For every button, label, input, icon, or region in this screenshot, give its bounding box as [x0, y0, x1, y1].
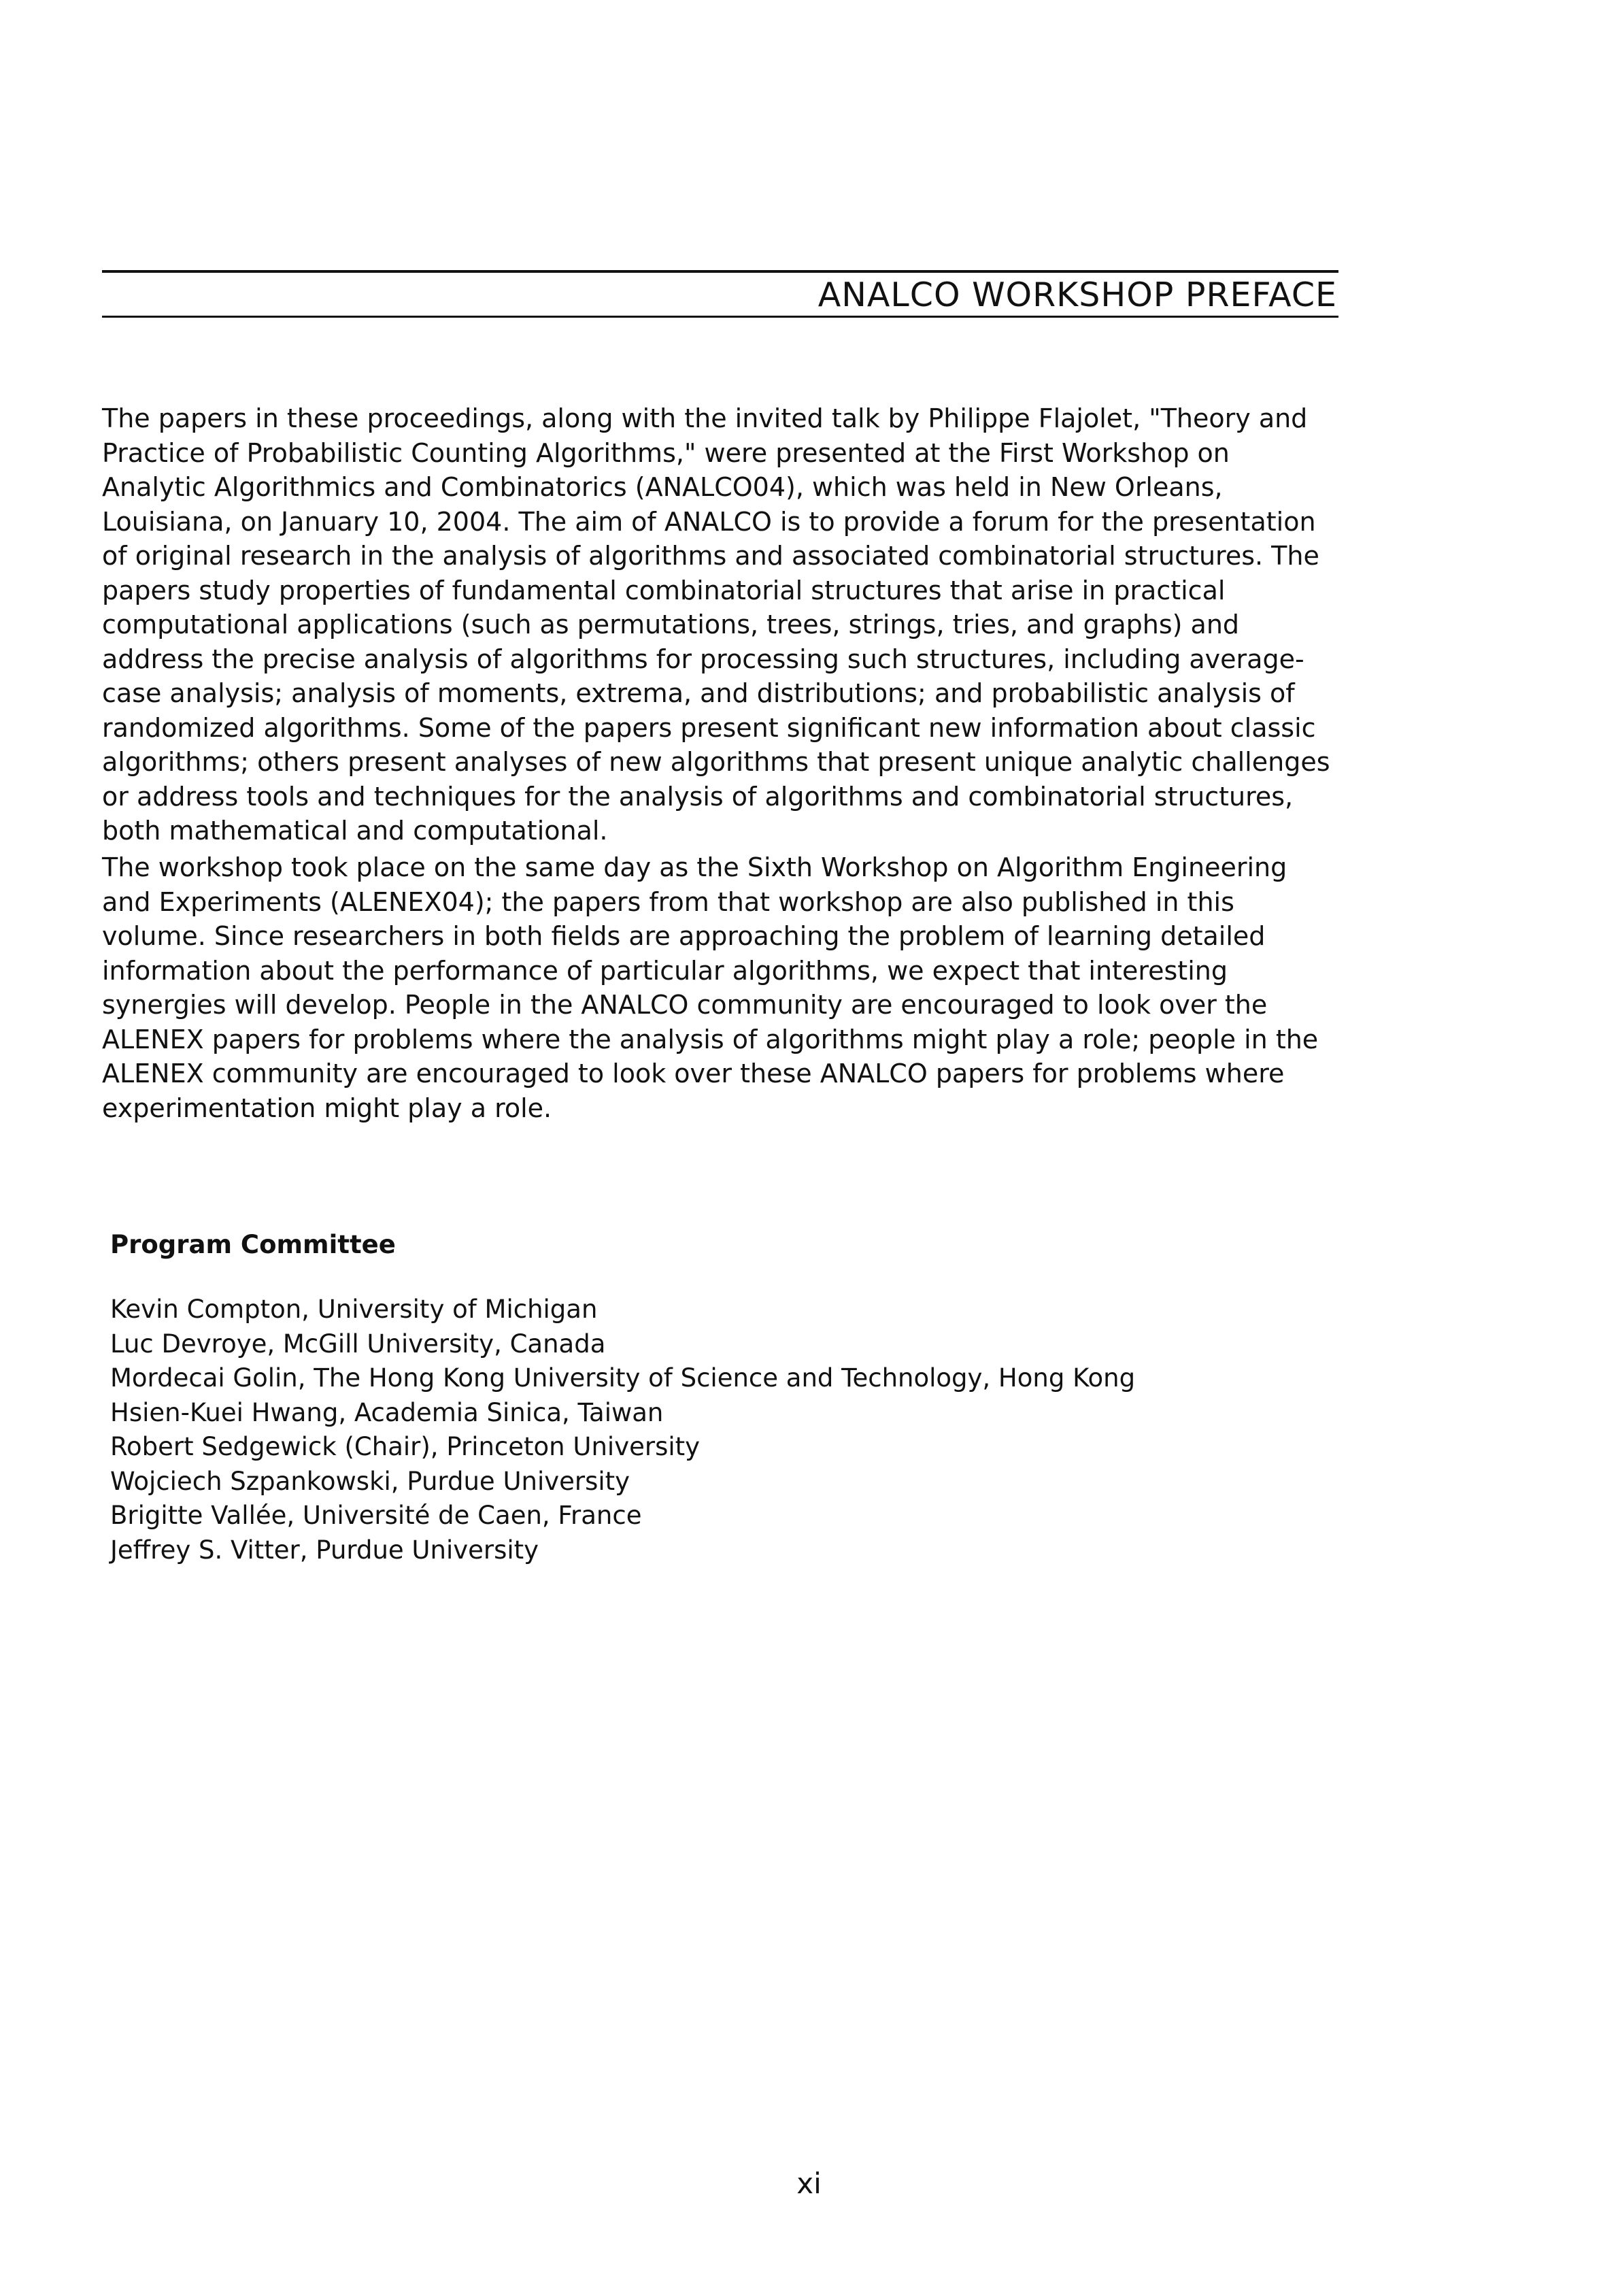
- header-rule-top: [102, 270, 1338, 273]
- preface-paragraph-1: The papers in these proceedings, along with the invited talk by Philippe Flajolet, "Theory and Practice of Probabilistic Counting Algorithms," were presented at the First Workshop on Analytic Algorithmics and Combinatorics (ANALCO04), which was held in New Orleans, Louisiana, on January 10, 2004. The aim of ANALCO is to provide a forum for the presentation of original research in the analysis of algorithms and associated combinatorial structures. The papers study properties of fundamental combinatorial structures that arise in practical computational applications (such as permutations, trees, strings, tries, and graphs) and address the precise analysis of algorithms for processing such structures, including average-case analysis; analysis of moments, extrema, and distributions; and probabilistic analysis of randomized algorithms. Some of the papers present significant new information about classic algorithms; others present analyses of new algorithms that present unique analytic challenges or address tools and techniques for the analysis of algorithms and combinatorial structures, both mathematical and computational.: [102, 403, 1330, 846]
- header-rule-bottom: [102, 316, 1338, 318]
- committee-member: Robert Sedgewick (Chair), Princeton University: [110, 1432, 701, 1461]
- committee-member: Brigitte Vallée, Université de Caen, France: [110, 1501, 642, 1530]
- committee-member: Luc Devroye, McGill University, Canada: [110, 1329, 606, 1359]
- committee-heading: Program Committee: [110, 1230, 396, 1259]
- committee-member: Jeffrey S. Vitter, Purdue University: [110, 1535, 539, 1565]
- preface-paragraph-2: The workshop took place on the same day as the Sixth Workshop on Algorithm Engineering and Experiments (ALENEX04); the papers from that workshop are also published in this volume. Since researchers in both fields are approaching the problem of learning detailed information about the performance of particular algorithms, we expect that interesting synergies will develop. People in the ANALCO community are encouraged to look over the ALENEX papers for problems where the analysis of algorithms might play a role; people in the ALENEX community are encouraged to look over these ANALCO papers for problems where experimentation might play a role.: [102, 852, 1319, 1123]
- committee-list: [110, 1293, 1135, 1567]
- committee-member: Wojciech Szpankowski, Purdue University: [110, 1466, 630, 1496]
- committee-member: Mordecai Golin, The Hong Kong University of Science and Technology, Hong Kong: [110, 1363, 1136, 1393]
- page-title: ANALCO WORKSHOP PREFACE: [818, 276, 1337, 314]
- committee-member: Kevin Compton, University of Michigan: [110, 1295, 598, 1324]
- page-number: xi: [796, 2167, 822, 2200]
- committee-member: Hsien-Kuei Hwang, Academia Sinica, Taiwan: [110, 1397, 664, 1427]
